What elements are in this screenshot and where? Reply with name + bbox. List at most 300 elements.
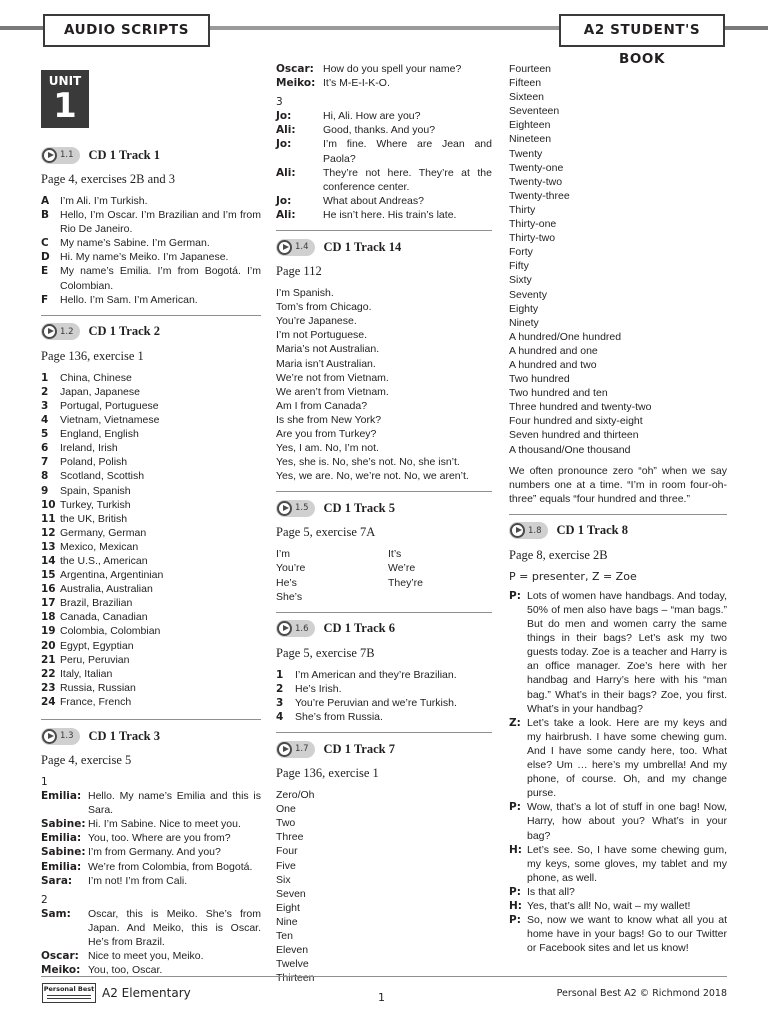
line-text: Is that all?	[527, 885, 575, 898]
line-text: My name’s Emilia. I’m from Bogotá. I’m Colombian.	[60, 265, 261, 292]
list-item	[276, 682, 492, 696]
divider	[276, 732, 492, 733]
divider	[276, 230, 492, 231]
dialogue-line	[41, 831, 261, 845]
line-text: They’re not here. They’re at the conference center.	[323, 166, 492, 193]
line-text: Hello. I’m Sam. I’m American.	[60, 293, 198, 306]
text-line: You’re Japanese.	[276, 315, 357, 328]
line-text: Let’s take a look. Here are my keys and my hairbrush. I have some chewing gum. And I have some candy here, too. What else? Um … here’s my umbrella! And my phone, of course. Oh, and my change purse.	[527, 716, 727, 800]
speaker-label: Emilia:	[41, 860, 82, 873]
audio-track-badge	[276, 239, 315, 256]
speaker-label: Sabine:	[41, 846, 86, 859]
text-line: Fourteen	[509, 63, 552, 75]
item-label: 11	[41, 512, 56, 525]
column-3	[509, 62, 727, 955]
item-label: 10	[41, 498, 56, 511]
item-label: 13	[41, 540, 56, 553]
item-label: 2	[41, 385, 49, 398]
list-item	[41, 469, 261, 483]
list-item	[41, 441, 261, 455]
line-text: Scotland, Scottish	[60, 470, 145, 483]
track-header-1-3	[41, 726, 261, 746]
line-text: You, too. Where are you from?	[88, 832, 231, 845]
speaker-label: Emilia:	[41, 790, 82, 803]
item-label: 6	[41, 442, 49, 455]
item-label: 3	[276, 696, 284, 709]
footer-rule	[41, 976, 727, 977]
personal-best-logo	[42, 983, 96, 1003]
list-item	[41, 413, 261, 427]
text-line: Seven hundred and thirteen	[509, 429, 639, 442]
line-text: It’s M-E-I-K-O.	[323, 77, 390, 90]
line-text: You, too, Oscar.	[88, 964, 163, 977]
line-text: Yes, that’s all! No, wait – my wallet!	[527, 899, 691, 912]
play-icon	[277, 501, 292, 516]
dialogue-presenter-zoe	[509, 589, 727, 955]
text-line: Nine	[276, 915, 298, 928]
list-item	[41, 293, 261, 307]
page-reference: Page 5, exercise 7A	[276, 525, 376, 540]
speaker-label: Sabine:	[41, 818, 86, 831]
line-text: Germany, German	[60, 526, 147, 539]
text-line: Twenty-two	[509, 175, 563, 188]
list-item	[41, 399, 261, 413]
line-text: Hi. I’m Sabine. Nice to meet you.	[88, 818, 241, 831]
page-reference: Page 112	[276, 264, 322, 279]
play-icon	[277, 621, 292, 636]
unit-badge	[41, 70, 89, 128]
list-item	[41, 582, 261, 596]
divider	[276, 612, 492, 613]
item-label: 2	[276, 682, 284, 695]
text-line: Zero/Oh	[276, 789, 315, 802]
list-item	[276, 668, 492, 682]
list-item	[276, 696, 492, 710]
page-reference: Page 136, exercise 1	[276, 766, 379, 781]
line-text: He’s Irish.	[295, 682, 342, 695]
line-text: He isn’t here. His train’s late.	[323, 208, 457, 221]
track-number: 1.6	[295, 623, 309, 634]
item-label: 18	[41, 611, 56, 624]
dialogue-line	[276, 76, 492, 90]
line-text: I’m from Germany. And you?	[88, 846, 221, 859]
line-text: Hi, Ali. How are you?	[323, 110, 421, 123]
line-text: France, French	[60, 695, 132, 708]
item-label: 5	[41, 428, 49, 441]
header-students-book: A2 STUDENT'S BOOK	[559, 14, 725, 47]
line-text: Poland, Polish	[60, 456, 128, 469]
page-reference: Page 5, exercise 7B	[276, 645, 375, 660]
item-label: A	[41, 195, 50, 207]
text-line: Six	[276, 873, 291, 886]
text-line: A hundred and one	[509, 344, 598, 357]
track-lines	[41, 194, 261, 307]
speaker-label: Oscar:	[41, 950, 79, 963]
dialogue-number: 3	[276, 96, 283, 109]
line-text: Italy, Italian	[60, 667, 113, 680]
text-line: Three	[276, 831, 304, 844]
speaker-label: Meiko:	[41, 964, 81, 977]
line-text: My name’s Sabine. I’m German.	[60, 237, 210, 250]
list-item	[41, 610, 261, 624]
text-line: Twenty-one	[509, 161, 564, 174]
item-label: 4	[276, 711, 284, 723]
line-text: Egypt, Egyptian	[60, 639, 134, 652]
text-line: I’m Spanish.	[276, 287, 334, 300]
play-icon	[277, 240, 292, 255]
speaker-label: Sam:	[41, 907, 71, 920]
text-line: Seventy	[509, 288, 547, 301]
dialogue-3	[276, 109, 492, 222]
item-label: 7	[41, 456, 49, 469]
line-text: We’re from Colombia, from Bogotá.	[88, 860, 253, 873]
line-text: Canada, Canadian	[60, 611, 148, 624]
item-label: D	[41, 251, 50, 264]
text-line: Two hundred and ten	[509, 387, 608, 400]
line-text: Russia, Russian	[60, 681, 136, 694]
line-text: China, Chinese	[60, 371, 132, 384]
dialogue-number: 2	[41, 893, 48, 906]
track-header-1-1	[41, 145, 261, 165]
list-item	[41, 554, 261, 568]
track-number: 1.4	[295, 242, 309, 253]
audio-track-badge	[276, 741, 315, 758]
dialogue-line	[276, 137, 492, 165]
track-number: 1.1	[60, 150, 74, 160]
header-audio-scripts: AUDIO SCRIPTS	[43, 14, 210, 47]
dialogue-continued	[276, 62, 492, 90]
play-icon	[510, 523, 525, 538]
speaker-label: P:	[509, 914, 521, 927]
list-item	[41, 568, 261, 582]
divider	[41, 315, 261, 316]
dialogue-line	[509, 843, 727, 885]
text-line: Sixty	[509, 274, 532, 287]
list-item	[41, 264, 261, 292]
text-line: Yes, we are. No, we’re not. No, we aren’t.	[276, 470, 469, 483]
sentence-list	[276, 286, 492, 483]
text-line: We’re	[388, 562, 416, 575]
text-line: Twenty	[509, 147, 543, 160]
item-label: 1	[41, 371, 49, 384]
dialogue-line	[509, 899, 727, 913]
item-label: 16	[41, 583, 56, 596]
list-item	[41, 512, 261, 526]
text-line: Four hundred and sixty-eight	[509, 415, 643, 428]
sentence-list	[276, 668, 492, 724]
text-line: I’m not Portuguese.	[276, 329, 368, 342]
speaker-label: Jo:	[276, 138, 292, 151]
item-label: 1	[276, 668, 284, 681]
list-item	[41, 250, 261, 264]
text-line: You’re	[276, 562, 306, 575]
text-line: Thirty-one	[509, 218, 557, 231]
text-line	[388, 590, 492, 604]
play-icon	[42, 729, 57, 744]
dialogue-line	[509, 800, 727, 842]
text-line: Five	[276, 859, 296, 872]
text-line: Fifty	[509, 260, 529, 273]
dialogue-line	[41, 860, 261, 874]
speaker-label: H:	[509, 843, 522, 856]
footer-copyright: Personal Best A2 © Richmond 2018	[556, 988, 727, 999]
speaker-label: Meiko:	[276, 77, 316, 90]
text-line: Thirty-two	[509, 232, 556, 245]
line-text: England, English	[60, 428, 139, 441]
text-line: A hundred and two	[509, 358, 597, 371]
item-label: 14	[41, 554, 56, 567]
list-item	[41, 526, 261, 540]
list-item	[41, 540, 261, 554]
dialogue-line	[276, 208, 492, 222]
dialogue-line	[276, 194, 492, 208]
item-label: 24	[41, 695, 56, 708]
text-line: Three hundred and twenty-two	[509, 401, 652, 414]
header-bar-left	[0, 26, 44, 30]
track-title: CD 1 Track 5	[323, 500, 395, 515]
list-item	[41, 455, 261, 469]
list-item	[41, 639, 261, 653]
text-line: Seventeen	[509, 105, 560, 118]
text-line: Yes, I am. No, I’m not.	[276, 442, 379, 455]
speaker-label: Sara:	[41, 874, 73, 887]
dialogue-line	[41, 874, 261, 888]
speaker-key: P = presenter, Z = Zoe	[509, 569, 637, 583]
audio-track-badge	[41, 728, 80, 745]
line-text: You’re Peruvian and we’re Turkish.	[295, 696, 457, 709]
text-line: One	[276, 803, 296, 816]
text-line: He’s	[276, 576, 297, 589]
divider	[509, 514, 727, 515]
track-title: CD 1 Track 2	[88, 324, 160, 339]
speaker-label: Oscar:	[276, 63, 314, 75]
line-text: I’m American and they’re Brazilian.	[295, 668, 457, 681]
item-label: F	[41, 293, 49, 306]
text-line: She’s	[276, 590, 303, 603]
text-line: We’re not from Vietnam.	[276, 371, 389, 384]
header-bar-middle	[209, 26, 559, 30]
speaker-label: Jo:	[276, 194, 292, 207]
play-icon	[42, 324, 57, 339]
column-2	[276, 62, 492, 985]
line-text: Hello, I’m Oscar. I’m Brazilian and I’m from Rio De Janeiro.	[60, 209, 261, 236]
text-line: Are you from Turkey?	[276, 427, 377, 440]
speaker-label: Ali:	[276, 124, 296, 137]
text-line: Eleven	[276, 944, 309, 957]
text-line: Two	[276, 817, 296, 830]
dialogue-line	[276, 123, 492, 137]
item-label: E	[41, 265, 49, 278]
logo-text: Personal Best	[43, 985, 95, 993]
play-icon	[277, 742, 292, 757]
track-title: CD 1 Track 1	[88, 147, 160, 162]
list-item	[41, 681, 261, 695]
speaker-label: Z:	[509, 716, 521, 729]
speaker-label: P:	[509, 801, 521, 814]
speaker-label: H:	[509, 899, 522, 912]
list-item	[41, 208, 261, 236]
track-title: CD 1 Track 14	[323, 239, 402, 254]
audio-track-badge	[509, 522, 548, 539]
text-line: Sixteen	[509, 91, 545, 104]
line-text: Ireland, Irish	[60, 442, 118, 455]
text-line: Ten	[276, 930, 293, 943]
line-text: I’m Ali. I’m Turkish.	[60, 195, 148, 207]
text-line: I’m	[276, 548, 290, 561]
line-text: Argentina, Argentinian	[60, 569, 164, 582]
list-item	[276, 710, 492, 724]
line-text: Colombia, Colombian	[60, 625, 161, 638]
dialogue-line	[276, 62, 492, 76]
text-line: Four	[276, 845, 298, 858]
line-text: Hello. My name’s Emilia and this is Sara.	[88, 790, 261, 817]
text-line: A thousand/One thousand	[509, 443, 631, 456]
item-label: 22	[41, 667, 56, 680]
text-line: Fifteen	[509, 77, 542, 90]
column-1	[41, 62, 261, 977]
dialogue-line	[41, 907, 261, 949]
list-item	[41, 484, 261, 498]
line-text: I’m not! I’m from Cali.	[88, 874, 188, 887]
unit-label: UNIT	[48, 74, 82, 88]
line-text: Lots of women have handbags. And today, 50% of men also have bags – “man bags.” But do men and women carry the same things in their bags? Let’s ask my two guests today. Zoe is a teacher and Harry is an office manager. Zoe’s here with her handbag and Harry’s here with his “man bag.” What’s in their bags? Zoe, you first. What’s in your handbag?	[527, 589, 727, 715]
contraction-grid	[276, 547, 492, 603]
line-text: Oscar, this is Meiko. She’s from Japan. And Meiko, this is Oscar. He’s from Brazil.	[88, 907, 261, 949]
text-line: Twenty-three	[509, 189, 570, 202]
text-line: Am I from Canada?	[276, 399, 368, 412]
text-line: Tom’s from Chicago.	[276, 301, 372, 314]
track-number: 1.2	[60, 326, 74, 337]
text-line: Thirty	[509, 203, 536, 216]
line-text: Peru, Peruvian	[60, 653, 130, 666]
dialogue-line	[509, 716, 727, 801]
audio-track-badge	[276, 620, 315, 637]
track-number: 1.7	[295, 744, 309, 755]
track-header-1-8	[509, 521, 727, 541]
list-item	[41, 371, 261, 385]
track-title: CD 1 Track 8	[556, 523, 628, 538]
list-item	[41, 498, 261, 512]
audio-track-badge	[41, 147, 80, 164]
text-line: Nineteen	[509, 133, 552, 146]
text-line: Seven	[276, 887, 306, 900]
dialogue-1	[41, 789, 261, 888]
number-list	[276, 788, 492, 985]
text-line: Forty	[509, 246, 533, 259]
unit-number: 1	[53, 86, 77, 126]
dialogue-line	[41, 949, 261, 963]
list-item	[41, 624, 261, 638]
text-line: Maria isn’t Australian.	[276, 357, 376, 370]
dialogue-line	[41, 817, 261, 831]
text-line: Eighteen	[509, 119, 551, 132]
divider	[276, 491, 492, 492]
speaker-label: Ali:	[276, 166, 296, 179]
line-text: Brazil, Brazilian	[60, 597, 133, 610]
text-line: Eight	[276, 901, 300, 914]
speaker-label: Jo:	[276, 110, 292, 123]
item-label: 17	[41, 597, 56, 610]
dialogue-line	[276, 109, 492, 123]
dialogue-line	[509, 885, 727, 899]
line-text: Japan, Japanese	[60, 385, 140, 398]
line-text: Turkey, Turkish	[60, 498, 131, 511]
line-text: Good, thanks. And you?	[323, 124, 436, 137]
page-reference: Page 136, exercise 1	[41, 348, 144, 363]
dialogue-line	[41, 845, 261, 859]
line-text: Vietnam, Vietnamese	[60, 414, 160, 427]
text-line: Yes, she is. No, she’s not. No, she isn’t.	[276, 456, 460, 469]
dialogue-line	[276, 166, 492, 194]
play-icon	[42, 148, 57, 163]
line-text: She’s from Russia.	[295, 711, 383, 723]
list-item	[41, 194, 261, 208]
line-text: Mexico, Mexican	[60, 540, 139, 553]
track-title: CD 1 Track 7	[323, 741, 395, 756]
line-text: I’m fine. Where are Jean and Paola?	[323, 138, 492, 165]
list-item	[41, 596, 261, 610]
page-reference: Page 8, exercise 2B	[509, 547, 608, 562]
track-header-1-7	[276, 739, 492, 759]
header-bar-right	[724, 26, 768, 30]
divider	[41, 719, 261, 720]
track-header-1-6	[276, 619, 492, 639]
text-line: Ninety	[509, 316, 539, 329]
list-item	[41, 427, 261, 441]
track-header-1-2	[41, 322, 261, 342]
dialogue-number: 1	[41, 776, 48, 788]
dialogue-line	[509, 589, 727, 716]
text-line: Two hundred	[509, 373, 570, 386]
line-text: Nice to meet you, Meiko.	[88, 950, 204, 963]
item-label: 15	[41, 569, 56, 582]
text-line: Is she from New York?	[276, 413, 382, 426]
list-item	[41, 695, 261, 709]
number-list	[509, 62, 727, 457]
text-line: They’re	[388, 576, 424, 589]
track-number: 1.3	[60, 731, 74, 741]
text-line: We aren’t from Vietnam.	[276, 385, 389, 398]
dialogue-line	[509, 913, 727, 955]
track-number: 1.5	[295, 503, 309, 514]
dialogue-2	[41, 907, 261, 977]
line-text: What about Andreas?	[323, 194, 424, 207]
item-label: 21	[41, 653, 56, 666]
item-label: 4	[41, 414, 49, 427]
line-text: How do you spell your name?	[323, 63, 462, 75]
item-label: 23	[41, 681, 56, 694]
footer-level: A2 Elementary	[102, 986, 191, 1000]
line-text: Portugal, Portuguese	[60, 399, 159, 412]
speaker-label: Ali:	[276, 208, 296, 221]
pronunciation-note: We often pronounce zero “oh” when we say numbers one at a time. “I’m in room four-oh-three” equals “four hundred and three.”	[509, 464, 727, 505]
country-nationality-list	[41, 371, 261, 709]
page-reference: Page 4, exercises 2B and 3	[41, 172, 175, 186]
item-label: C	[41, 237, 49, 250]
track-number: 1.8	[528, 525, 542, 536]
text-line: It’s	[388, 548, 402, 561]
track-header-1-4	[276, 237, 492, 257]
speaker-label: P:	[509, 885, 521, 898]
item-label: B	[41, 209, 50, 222]
line-text: the U.S., American	[60, 554, 148, 567]
text-line: Thirteen	[276, 972, 315, 985]
text-line: Eighty	[509, 302, 539, 315]
line-text: Let’s see. So, I have some chewing gum, my keys, some gloves, my tablet and my phone, as well.	[527, 843, 727, 884]
audio-track-badge	[276, 500, 315, 517]
list-item	[41, 653, 261, 667]
line-text: Spain, Spanish	[60, 484, 131, 497]
